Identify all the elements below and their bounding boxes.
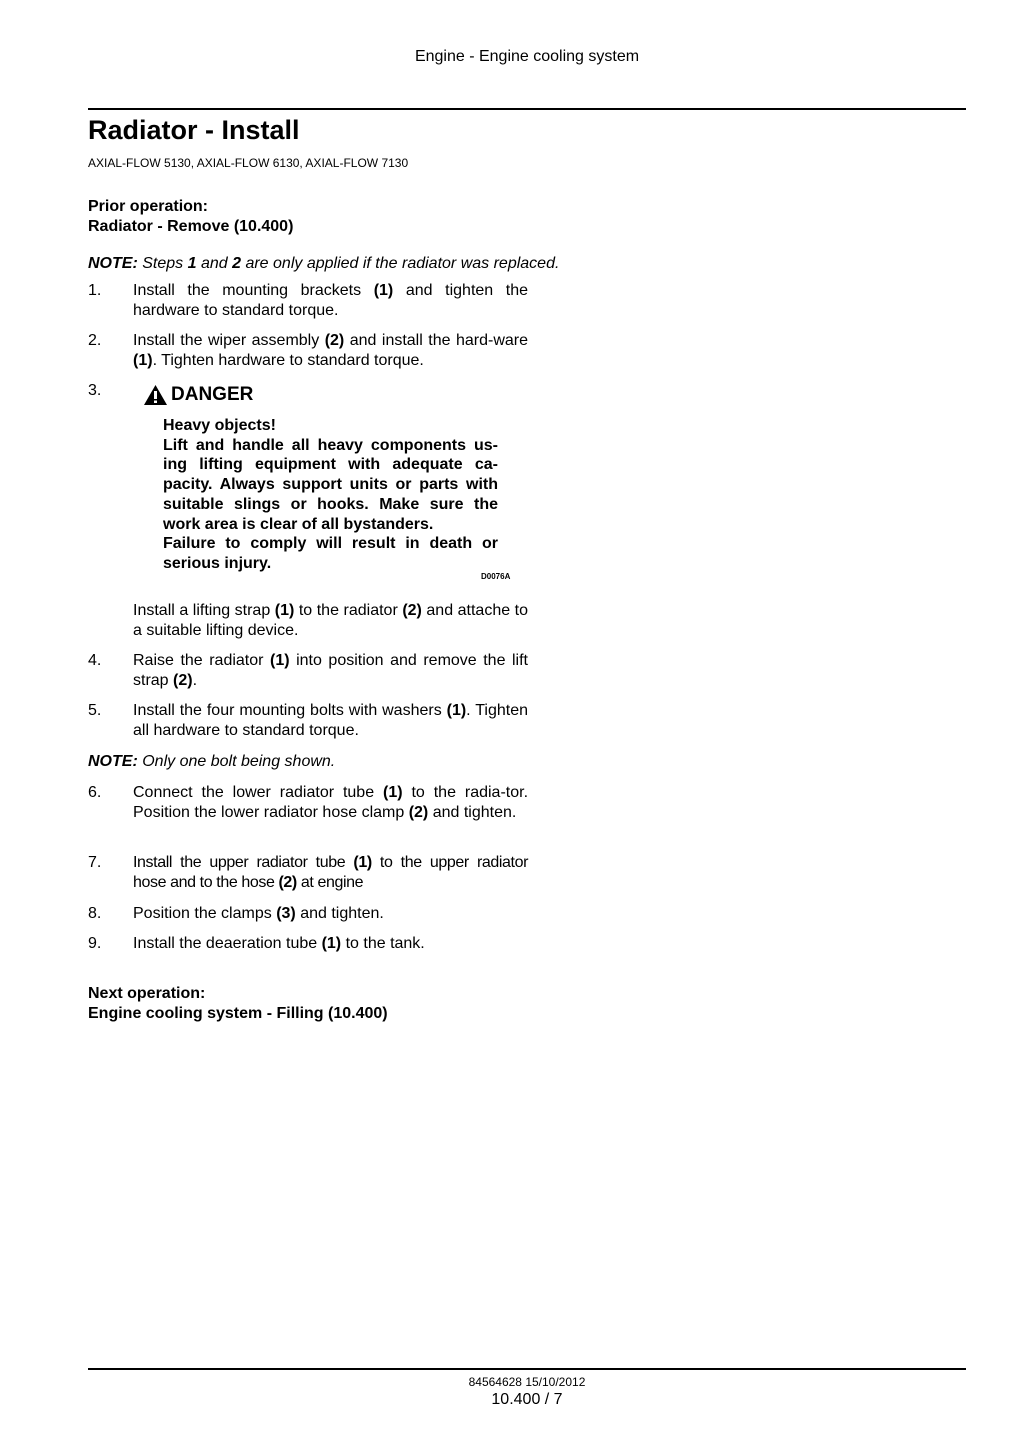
- step-number: 5.: [88, 702, 102, 719]
- step-number: 2.: [88, 332, 102, 349]
- page-title: Radiator - Install: [88, 115, 300, 145]
- step-number: 6.: [88, 784, 102, 801]
- warning-triangle-icon: [143, 384, 168, 406]
- step-number: 3.: [88, 382, 102, 399]
- running-header: Engine - Engine cooling system: [414, 48, 640, 65]
- next-operation-link[interactable]: Engine cooling system - Filling (10.400): [88, 1005, 388, 1022]
- danger-label: DANGER: [171, 384, 254, 405]
- step-text: Connect the lower radiator tube (1) to the radia-tor. Position the lower radiator hose clamp (2) and tighten.: [133, 784, 529, 821]
- model-list: AXIAL-FLOW 5130, AXIAL-FLOW 6130, AXIAL-FLOW 7130: [88, 156, 409, 170]
- danger-code: D0076A: [481, 572, 511, 581]
- prior-operation-link[interactable]: Radiator - Remove (10.400): [88, 218, 294, 235]
- document-id: 84564628 15/10/2012: [468, 1375, 586, 1389]
- step-8: [88, 904, 528, 924]
- step-text: Raise the radiator (1) into position and remove the lift strap (2).: [133, 652, 529, 689]
- danger-heading: Heavy objects!: [163, 417, 276, 434]
- danger-message: [163, 416, 498, 574]
- step-number: 9.: [88, 935, 102, 952]
- step-text: Position the clamps (3) and tighten.: [133, 905, 384, 922]
- danger-header: [143, 384, 253, 406]
- note-one-bolt: NOTE: Only one bolt being shown.: [88, 753, 336, 770]
- header-rule: [88, 108, 966, 110]
- step-1: [88, 281, 528, 321]
- step-2: [88, 331, 528, 371]
- step-text: Install a lifting strap (1) to the radiator (2) and attache to a suitable lifting device.: [133, 602, 529, 639]
- step-3: [88, 601, 528, 641]
- footer-rule: [88, 1368, 966, 1370]
- step-9: [88, 934, 528, 954]
- page-number: 10.400 / 7: [491, 1391, 563, 1408]
- step-4: [88, 651, 528, 691]
- danger-consequence: Failure to comply will result in death or serious injury.: [163, 535, 498, 572]
- next-operation-label: Next operation:: [88, 985, 206, 1002]
- step-number: 1.: [88, 282, 102, 299]
- step-5: [88, 701, 528, 741]
- step-text: Install the wiper assembly (2) and install the hard-ware (1). Tighten hardware to standard torque.: [133, 332, 528, 369]
- step-text: Install the upper radiator tube (1) to the upper radiator hose and to the hose (2) at engine: [133, 854, 528, 891]
- note-label: NOTE:: [88, 753, 138, 770]
- note-label: NOTE:: [88, 255, 138, 272]
- step-7: [88, 853, 528, 893]
- step-6: [88, 783, 528, 823]
- note-steps-replaced: NOTE: Steps 1 and 2 are only applied if the radiator was replaced.: [88, 255, 560, 272]
- step-text: Install the deaeration tube (1) to the tank.: [133, 935, 425, 952]
- prior-operation-label: Prior operation:: [88, 198, 209, 215]
- step-number: 8.: [88, 905, 102, 922]
- step-number: 4.: [88, 652, 102, 669]
- step-number: 7.: [88, 854, 102, 871]
- step-text: Install the mounting brackets (1) and tighten the hardware to standard torque.: [133, 282, 529, 319]
- danger-text: Lift and handle all heavy components us-ing lifting equipment with adequate ca-pacity. Always support units or parts with suitable slings or hooks. Make sure the work area is clear of all bystanders.: [163, 436, 498, 533]
- step-text: Install the four mounting bolts with washers (1). Tighten all hardware to standard torque.: [133, 702, 529, 739]
